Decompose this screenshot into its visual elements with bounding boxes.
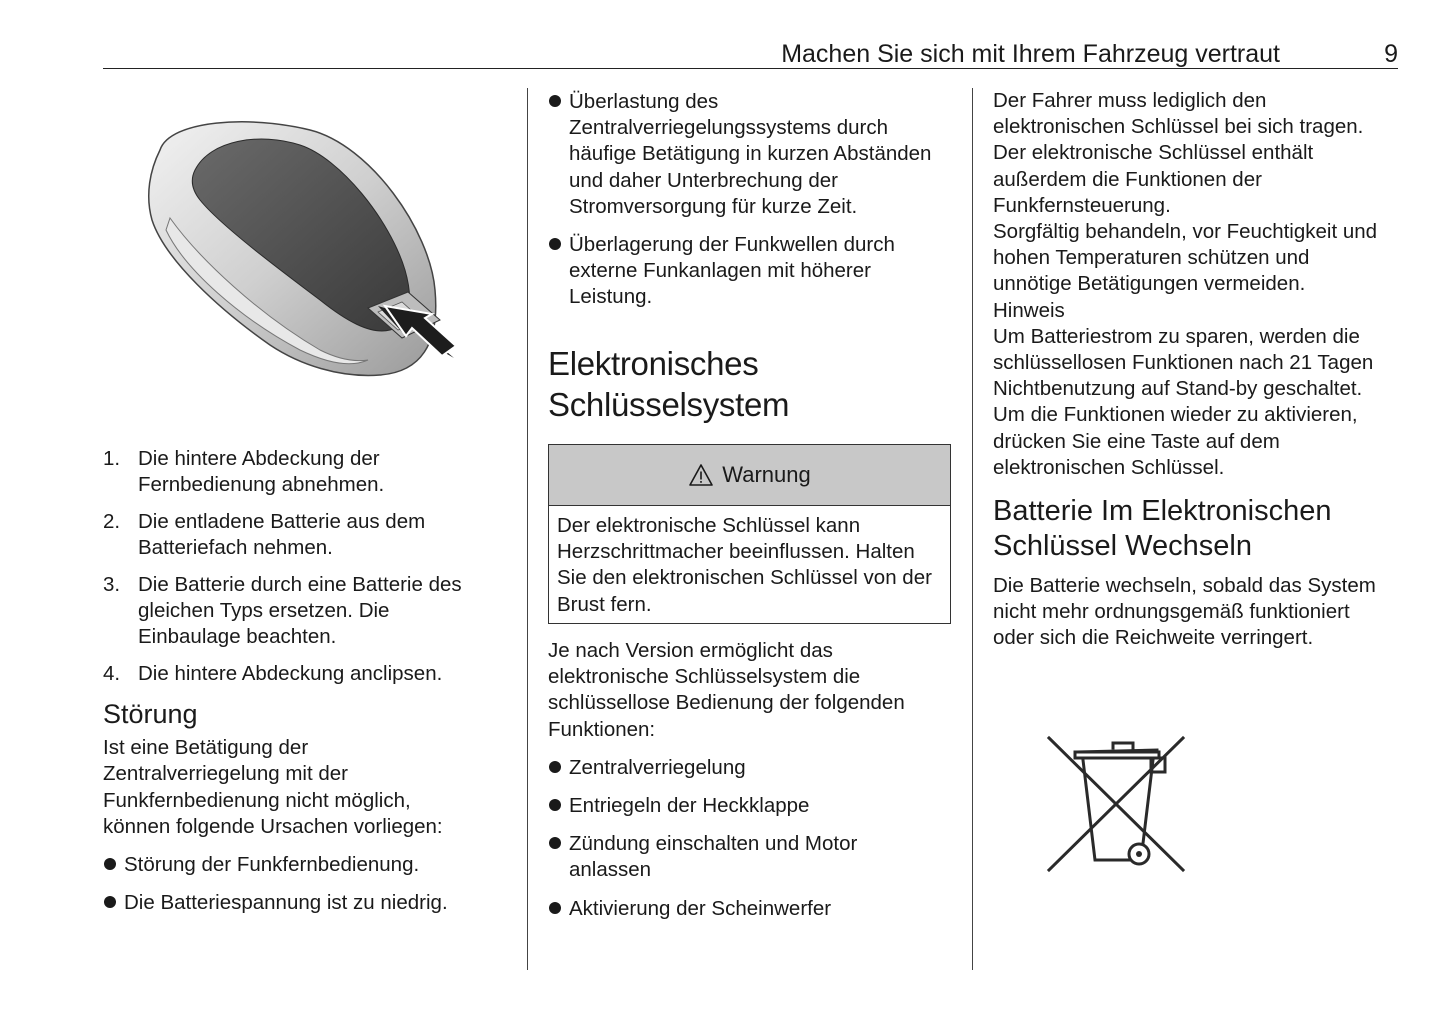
list-item: [103, 572, 483, 651]
column-2-lower: [548, 638, 943, 934]
bullet-text: Die Batteriespannung ist zu niedrig.: [124, 891, 448, 915]
list-item: [103, 446, 483, 498]
list-item: [548, 831, 943, 883]
note-label: Hinweis: [993, 298, 1065, 322]
bullet-text: Zentralverriegelung: [569, 755, 746, 779]
bullet-dot: [549, 837, 561, 849]
column-separator: [527, 88, 528, 970]
step-number: 1.: [103, 447, 121, 470]
column-1: [103, 446, 483, 928]
list-item: [103, 509, 483, 561]
warning-text: Der elektronische Schlüssel kann Herzschrittmacher beeinflussen. Halten Sie den elektronischen Schlüssel von der Brust fern.: [557, 514, 932, 616]
bullet-text: Zündung einschalten und Motor anlassen: [569, 832, 858, 882]
list-item: [103, 852, 483, 878]
functions-bullets: [548, 755, 943, 922]
warning-title: Warnung: [722, 462, 811, 487]
column-3: [993, 88, 1393, 652]
stoerung-heading: Störung: [103, 699, 198, 730]
list-item: [103, 661, 483, 687]
battery-steps-list: [103, 446, 483, 687]
bullet-dot: [549, 761, 561, 773]
list-item: [103, 890, 483, 916]
warning-triangle-icon: [688, 463, 714, 487]
battery-text: Die Batterie wechseln, sobald das System nicht mehr ordnungsgemäß funktioniert oder sich die Reichweite verringert.: [993, 574, 1376, 650]
crossed-out-bin-icon: [1045, 734, 1187, 874]
step-text: Die entladene Batterie aus dem Batteriefach nehmen.: [138, 509, 426, 559]
warning-header: [549, 445, 950, 506]
paragraph-key-carry: Der Fahrer muss lediglich den elektronischen Schlüssel bei sich tragen. Der elektronische Schlüssel enthält außerdem die Funktionen der Funkfernsteuerung.: [993, 89, 1364, 217]
bullet-dot: [549, 238, 561, 250]
bullet-dot: [549, 902, 561, 914]
step-text: Die Batterie durch eine Batterie des gleichen Typs ersetzen. Die Einbaulage beachten.: [138, 572, 462, 648]
note-text: Um Batteriestrom zu sparen, werden die schlüssellosen Funktionen nach 21 Tagen Nichtbenutzung auf Stand-by geschaltet. Um die Funktionen wieder zu aktivieren, drücken Sie eine Taste auf dem elektronischen Schlüssel.: [993, 324, 1374, 479]
list-item: [548, 89, 943, 220]
bullet-text: Aktivierung der Scheinwerfer: [569, 896, 832, 920]
step-number: 4.: [103, 661, 121, 685]
bullet-text: Überlastung des Zentralverriegelungssystems durch häufige Betätigung in kurzen Abständen und daher Unterbrechung der Stromversorgung für kurze Zeit.: [569, 90, 932, 218]
step-number: 2.: [103, 509, 121, 533]
header-rule: [103, 68, 1398, 69]
list-item: [548, 793, 943, 819]
fault-causes-bullets: [548, 89, 943, 311]
stoerung-text: Ist eine Betätigung der Zentralverriegelung mit der Funkfernbedienung nicht möglich, können folgende Ursachen vorliegen:: [103, 736, 443, 838]
column-2: [548, 89, 943, 323]
step-text: Die hintere Abdeckung der Fernbedienung abnehmen.: [138, 447, 385, 497]
bullet-dot: [104, 858, 116, 870]
section-heading: Elektronisches Schlüsselsystem: [548, 345, 790, 423]
paragraph-care: Sorgfältig behandeln, vor Feuchtigkeit und hohen Temperaturen schützen und unnötige Betätigungen vermeiden.: [993, 220, 1378, 296]
list-item: [548, 232, 943, 311]
stoerung-bullets: [103, 852, 483, 916]
page-header-title: Machen Sie sich mit Ihrem Fahrzeug vertraut: [781, 40, 1280, 68]
bullet-text: Entriegeln der Heckklappe: [569, 794, 810, 818]
bullet-dot: [549, 799, 561, 811]
warning-box: [548, 444, 951, 624]
battery-heading: Batterie Im Elektronischen Schlüssel Wechseln: [993, 495, 1332, 563]
functions-intro: Je nach Version ermöglicht das elektronische Schlüsselsystem die schlüssellose Bedienung der folgenden Funktionen:: [548, 639, 905, 741]
step-text: Die hintere Abdeckung anclipsen.: [138, 661, 443, 685]
list-item: [548, 896, 943, 922]
page-number: 9: [1384, 40, 1398, 68]
key-fob-illustration: [140, 110, 470, 390]
bullet-text: Überlagerung der Funkwellen durch externe Funkanlagen mit höherer Leistung.: [569, 233, 895, 309]
list-item: [548, 755, 943, 781]
step-number: 3.: [103, 572, 121, 596]
bullet-dot: [104, 896, 116, 908]
bullet-text: Störung der Funkfernbedienung.: [124, 853, 420, 876]
column-separator: [972, 88, 973, 970]
bullet-dot: [549, 95, 561, 107]
